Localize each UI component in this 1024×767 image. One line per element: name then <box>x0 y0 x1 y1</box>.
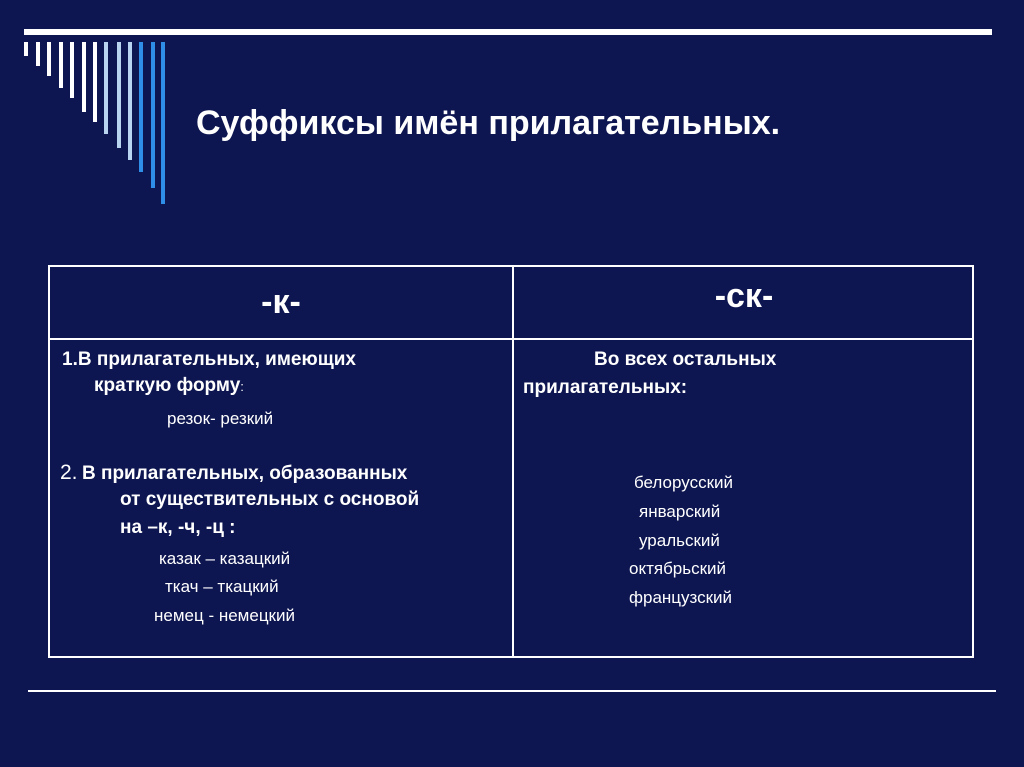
decorative-bars <box>24 42 174 212</box>
rule1-example: резок- резкий <box>167 409 274 428</box>
rule2-example: ткач – ткацкий <box>165 577 279 596</box>
rule2-line3: на –к, -ч, -ц : <box>120 517 236 538</box>
decorative-bar <box>70 42 74 98</box>
sk-example: уральский <box>639 531 720 550</box>
rule2-line1-text: В прилагательных, образованных <box>81 463 408 484</box>
rule-sk-line2: прилагательных: <box>523 377 688 398</box>
rule1-line1: 1.В прилагательных, имеющих <box>62 349 356 370</box>
decorative-bar <box>104 42 108 134</box>
suffix-table <box>48 265 974 658</box>
rule1-line2 <box>94 375 244 397</box>
top-rule <box>24 29 992 35</box>
sk-example: январский <box>639 502 721 521</box>
rule-sk-line1: Во всех остальных <box>594 349 777 370</box>
sk-example: октябрьский <box>629 559 727 578</box>
slide-title: Суффиксы имён прилагательных. <box>196 104 781 142</box>
decorative-bar <box>24 42 28 56</box>
rule2-example: немец - немецкий <box>154 606 295 625</box>
bottom-rule <box>28 690 996 692</box>
decorative-bar <box>82 42 86 112</box>
decorative-bar <box>93 42 97 122</box>
decorative-bar <box>36 42 40 66</box>
decorative-bar <box>161 42 165 204</box>
decorative-bar <box>117 42 121 148</box>
decorative-bar <box>59 42 63 88</box>
header-divider <box>50 338 972 340</box>
header-suffix-sk: -ск- <box>714 277 774 315</box>
rule2-line1 <box>60 461 407 485</box>
rule1-colon: : <box>240 379 244 394</box>
rule2-number: 2. <box>60 461 78 484</box>
decorative-bar <box>47 42 51 76</box>
decorative-bar <box>151 42 155 188</box>
sk-example: белорусский <box>634 473 734 492</box>
rule2-example: казак – казацкий <box>159 549 291 568</box>
decorative-bar <box>139 42 143 172</box>
rule2-line2: от существительных с основой <box>120 489 420 510</box>
sk-example: французский <box>629 588 733 607</box>
column-divider <box>512 267 514 656</box>
decorative-bar <box>128 42 132 160</box>
header-suffix-k: -к- <box>261 283 301 321</box>
rule1-line2-text: краткую форму <box>94 375 241 396</box>
